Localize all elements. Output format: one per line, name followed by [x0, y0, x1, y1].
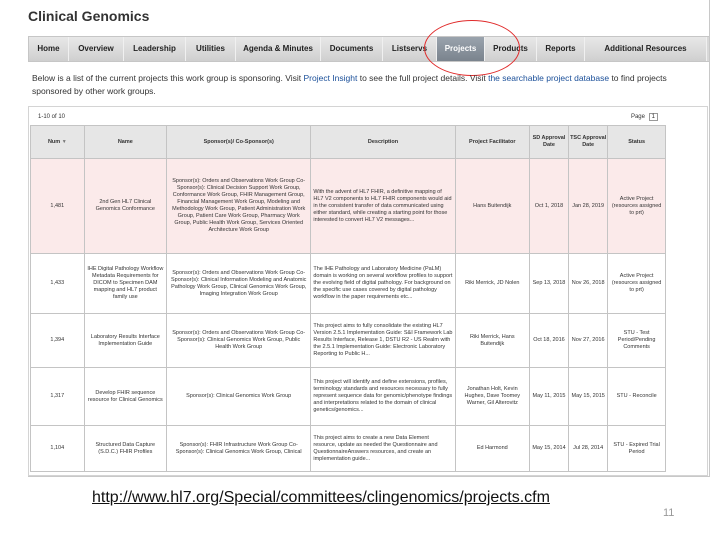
tab-agenda-minutes[interactable]: Agenda & Minutes: [236, 37, 321, 61]
projects-table: [30, 125, 666, 472]
column-header-sd-approval[interactable]: SD Approval Date: [529, 126, 568, 159]
cell-sd-date: Oct 1, 2018: [529, 159, 568, 254]
table-header-row: [31, 126, 666, 159]
cell-sponsor: Sponsor(s): Orders and Observations Work Group Co-Sponsor(s): Clinical Genomics Work Group, Public Health Work Group: [167, 314, 311, 368]
cell-name: Laboratory Results Interface Implementation Guide: [84, 314, 166, 368]
sort-descending-icon[interactable]: ▼: [61, 138, 67, 145]
tab-overview[interactable]: Overview: [69, 37, 124, 61]
cell-sponsor: Sponsor(s): Clinical Genomics Work Group: [167, 368, 311, 426]
cell-status: Active Project (resources assigned to prt): [608, 159, 666, 254]
cell-tsc-date: May 15, 2015: [569, 368, 608, 426]
tab-home[interactable]: Home: [29, 37, 69, 61]
cell-tsc-date: Jul 28, 2014: [569, 426, 608, 472]
table-row[interactable]: [31, 426, 666, 472]
cell-status: Active Project (resources assigned to prt): [608, 254, 666, 314]
intro-text: to find projects sponsored by other work groups.: [32, 73, 667, 96]
cell-status: STU - Expired Trial Period: [608, 426, 666, 472]
cell-num: 1,433: [31, 254, 85, 314]
cell-sponsor: Sponsor(s): Orders and Observations Work Group Co-Sponsor(s): Clinical Decision Support Work Group, Conformance Work Group, FHIR Management Group, Financial Management Work Group, Modeling and Methodology Work Group, Patient Administration Work Group, Patient Care Work Group, Pharmacy Work Group, Public Health Work Group, Services Oriented Architecture Work Group: [167, 159, 311, 254]
table-row[interactable]: [31, 159, 666, 254]
tab-products[interactable]: Products: [485, 37, 537, 61]
cell-description: With the advent of HL7 FHIR, a definitive mapping of HL7 V2 components to HL7 FHIR components would aid in the consistent transfer of data communicated using either standard, while creating a starting point for those interested to convert HL7 V2 messages...: [311, 159, 455, 254]
cell-name: IHE Digital Pathology Workflow Metadata Requirements for DICOM to Specimen DAM mapping and HL7 product family use: [84, 254, 166, 314]
column-label: Num: [47, 138, 61, 145]
pager: [38, 112, 658, 124]
project-insight-link[interactable]: Project Insight: [303, 73, 358, 83]
tab-utilities[interactable]: Utilities: [186, 37, 236, 61]
cell-name: Develop FHIR sequence resource for Clinical Genomics: [84, 368, 166, 426]
website-screenshot: [28, 0, 710, 477]
cell-description: This project aims to fully consolidate the existing HL7 Version 2.5.1 Implementation Guide: S&I Framework Lab Results Interface, Release 1, DSTU R2 - US Realm with the 2.5.1 Implementation Guide: Electronic Laboratory Reporting to Public H...: [311, 314, 455, 368]
searchable-database-link[interactable]: the searchable project database: [488, 73, 610, 83]
cell-facilitator: Ed Harmond: [455, 426, 529, 472]
cell-status: STU - Reconcile: [608, 368, 666, 426]
cell-num: 1,394: [31, 314, 85, 368]
column-header-facilitator[interactable]: Project Facilitator: [455, 126, 529, 159]
intro-text: to see the full project details. Visit: [357, 73, 489, 83]
cell-facilitator: Hans Buitendijk: [455, 159, 529, 254]
table-row[interactable]: [31, 254, 666, 314]
cell-tsc-date: Nov 27, 2016: [569, 314, 608, 368]
tab-documents[interactable]: Documents: [321, 37, 383, 61]
page-selector: [631, 114, 658, 120]
result-range: 1-10 of 10: [38, 114, 66, 120]
tab-listservs[interactable]: Listservs: [383, 37, 437, 61]
intro-paragraph: [32, 72, 692, 98]
column-header-description[interactable]: Description: [311, 126, 455, 159]
cell-facilitator: Riki Merrick, Hans Buitendijk: [455, 314, 529, 368]
column-header-num[interactable]: [31, 126, 85, 159]
cell-description: This project will identify and define extensions, profiles, terminology standards and resources necessary to fully represent sequence data for genomic/phenotype findings and interpretations related to the domain of clinical genetics/genomics...: [311, 368, 455, 426]
cell-sd-date: Sep 13, 2018: [529, 254, 568, 314]
cell-sd-date: Oct 18, 2016: [529, 314, 568, 368]
tab-reports[interactable]: Reports: [537, 37, 585, 61]
cell-sponsor: Sponsor(s): Orders and Observations Work Group Co-Sponsor(s): Clinical Information Modeling and Anatomic Pathology Work Group, Clinical Genomics Work Group, Imaging Integration Work Group: [167, 254, 311, 314]
cell-num: 1,317: [31, 368, 85, 426]
cell-tsc-date: Jan 28, 2019: [569, 159, 608, 254]
column-header-status[interactable]: Status: [608, 126, 666, 159]
cell-num: 1,481: [31, 159, 85, 254]
column-header-name[interactable]: Name: [84, 126, 166, 159]
cell-sponsor: Sponsor(s): FHIR Infrastructure Work Group Co-Sponsor(s): Clinical Genomics Work Group, Clinical: [167, 426, 311, 472]
cell-name: 2nd Gen HL7 Clinical Genomics Conformance: [84, 159, 166, 254]
tab-additional-resources[interactable]: Additional Resources: [585, 37, 707, 61]
cell-name: Structured Data Capture (S.D.C.) FHIR Profiles: [84, 426, 166, 472]
highlight-circle-annotation: [424, 20, 520, 76]
main-nav: [28, 36, 710, 62]
cell-facilitator: Jonathan Holt, Kevin Hughes, Dave Toomey Warner, Gil Alterovitz: [455, 368, 529, 426]
table-row[interactable]: [31, 368, 666, 426]
cell-description: The IHE Pathology and Laboratory Medicine (PaLM) domain is working on several workflow profiles to support the evolving field of digital pathology. For background on the specific use cases covered by digital pathology workflow in the paper requirements etc...: [311, 254, 455, 314]
tab-projects[interactable]: Projects: [437, 37, 485, 61]
cell-sd-date: May 11, 2015: [529, 368, 568, 426]
table-row[interactable]: [31, 314, 666, 368]
column-header-tsc-approval[interactable]: TSC Approval Date: [569, 126, 608, 159]
tab-leadership[interactable]: Leadership: [124, 37, 186, 61]
cell-tsc-date: Nov 26, 2018: [569, 254, 608, 314]
site-title: Clinical Genomics: [28, 8, 150, 24]
cell-status: STU - Test Period/Pending Comments: [608, 314, 666, 368]
cell-sd-date: May 15, 2014: [529, 426, 568, 472]
cell-num: 1,104: [31, 426, 85, 472]
slide-number: 11: [663, 507, 675, 519]
cell-description: This project aims to create a new Data Element resource, update as needed the Questionnaire and QuestionnaireAnswers resources, and create an implementation guide...: [311, 426, 455, 472]
page-number-input[interactable]: 1: [649, 113, 658, 121]
source-url-link[interactable]: http://www.hl7.org/Special/committees/clingenomics/projects.cfm: [92, 489, 550, 506]
intro-text: Below is a list of the current projects this work group is sponsoring. Visit: [32, 73, 304, 83]
column-header-sponsor[interactable]: Sponsor(s)/ Co-Sponsor(s): [167, 126, 311, 159]
cell-facilitator: Riki Merrick, JD Nolen: [455, 254, 529, 314]
page-label: Page: [630, 114, 645, 120]
